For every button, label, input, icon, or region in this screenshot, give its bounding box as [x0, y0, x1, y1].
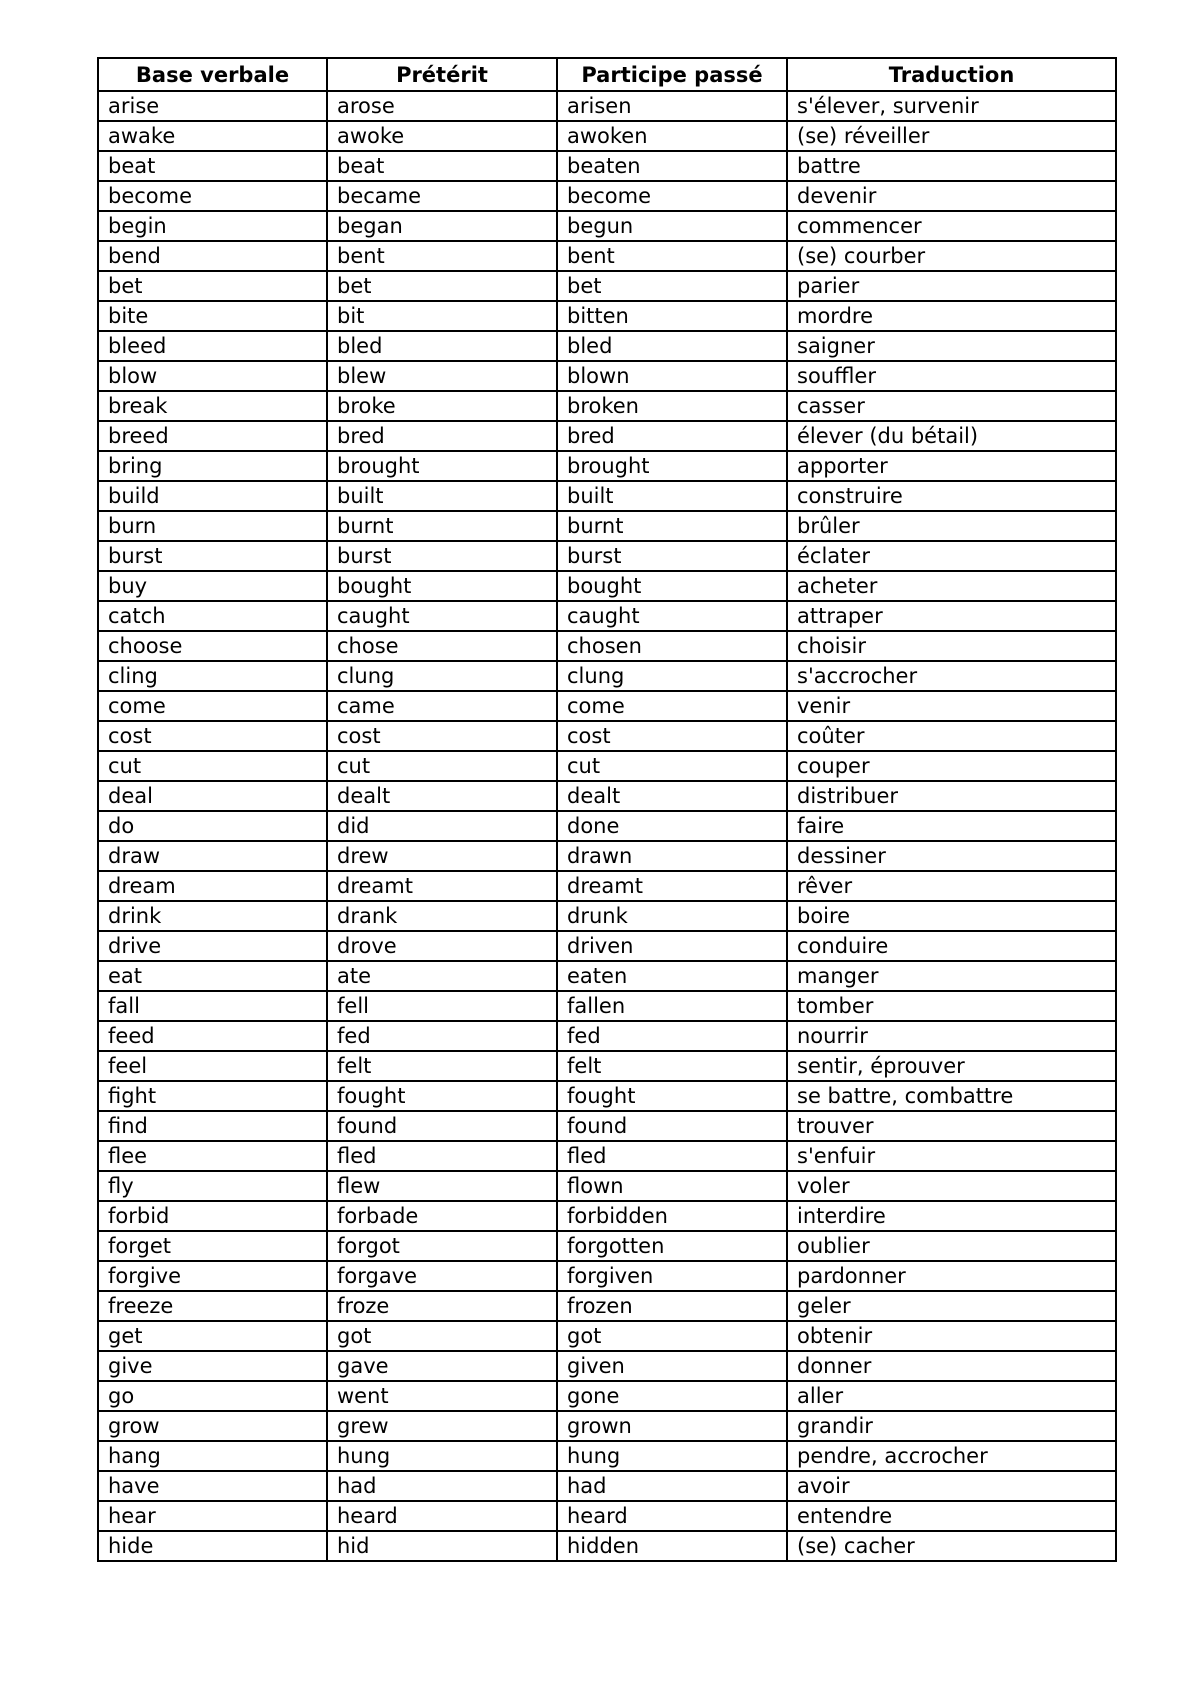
- table-row: [98, 1411, 1116, 1441]
- table-header: [98, 58, 1116, 91]
- cell-preterit: came: [327, 691, 557, 721]
- cell-traduction: pardonner: [787, 1261, 1116, 1291]
- cell-base-verbale: feel: [98, 1051, 327, 1081]
- cell-traduction: choisir: [787, 631, 1116, 661]
- cell-preterit: began: [327, 211, 557, 241]
- cell-traduction: boire: [787, 901, 1116, 931]
- cell-traduction: entendre: [787, 1501, 1116, 1531]
- cell-participe-passe: chosen: [557, 631, 787, 661]
- cell-traduction: saigner: [787, 331, 1116, 361]
- cell-base-verbale: buy: [98, 571, 327, 601]
- table-row: [98, 1051, 1116, 1081]
- cell-traduction: voler: [787, 1171, 1116, 1201]
- cell-participe-passe: bet: [557, 271, 787, 301]
- table-row: [98, 1501, 1116, 1531]
- table-row: [98, 1531, 1116, 1561]
- cell-participe-passe: dreamt: [557, 871, 787, 901]
- cell-traduction: venir: [787, 691, 1116, 721]
- cell-participe-passe: begun: [557, 211, 787, 241]
- cell-base-verbale: drive: [98, 931, 327, 961]
- cell-preterit: cut: [327, 751, 557, 781]
- cell-preterit: clung: [327, 661, 557, 691]
- cell-traduction: rêver: [787, 871, 1116, 901]
- cell-preterit: blew: [327, 361, 557, 391]
- cell-base-verbale: become: [98, 181, 327, 211]
- cell-participe-passe: clung: [557, 661, 787, 691]
- header-participe-passe: Participe passé: [557, 58, 787, 91]
- cell-traduction: distribuer: [787, 781, 1116, 811]
- cell-preterit: beat: [327, 151, 557, 181]
- table-row: [98, 781, 1116, 811]
- cell-traduction: aller: [787, 1381, 1116, 1411]
- cell-base-verbale: begin: [98, 211, 327, 241]
- cell-traduction: nourrir: [787, 1021, 1116, 1051]
- cell-participe-passe: cost: [557, 721, 787, 751]
- cell-traduction: souffler: [787, 361, 1116, 391]
- cell-participe-passe: arisen: [557, 91, 787, 121]
- cell-participe-passe: brought: [557, 451, 787, 481]
- cell-traduction: élever (du bétail): [787, 421, 1116, 451]
- cell-participe-passe: become: [557, 181, 787, 211]
- table-row: [98, 421, 1116, 451]
- cell-traduction: sentir, éprouver: [787, 1051, 1116, 1081]
- cell-base-verbale: fall: [98, 991, 327, 1021]
- cell-preterit: drank: [327, 901, 557, 931]
- table-row: [98, 961, 1116, 991]
- cell-preterit: drove: [327, 931, 557, 961]
- cell-participe-passe: come: [557, 691, 787, 721]
- cell-participe-passe: burnt: [557, 511, 787, 541]
- cell-preterit: dealt: [327, 781, 557, 811]
- cell-base-verbale: bend: [98, 241, 327, 271]
- cell-preterit: forgave: [327, 1261, 557, 1291]
- cell-base-verbale: bite: [98, 301, 327, 331]
- table-row: [98, 871, 1116, 901]
- cell-participe-passe: caught: [557, 601, 787, 631]
- cell-participe-passe: cut: [557, 751, 787, 781]
- cell-preterit: bet: [327, 271, 557, 301]
- cell-participe-passe: fought: [557, 1081, 787, 1111]
- cell-participe-passe: given: [557, 1351, 787, 1381]
- cell-preterit: fled: [327, 1141, 557, 1171]
- cell-preterit: hid: [327, 1531, 557, 1561]
- cell-participe-passe: bred: [557, 421, 787, 451]
- cell-participe-passe: broken: [557, 391, 787, 421]
- table-row: [98, 1111, 1116, 1141]
- cell-base-verbale: hide: [98, 1531, 327, 1561]
- table-row: [98, 1321, 1116, 1351]
- cell-preterit: drew: [327, 841, 557, 871]
- table-row: [98, 271, 1116, 301]
- cell-traduction: conduire: [787, 931, 1116, 961]
- cell-traduction: grandir: [787, 1411, 1116, 1441]
- cell-base-verbale: give: [98, 1351, 327, 1381]
- cell-participe-passe: forbidden: [557, 1201, 787, 1231]
- header-preterit: Prétérit: [327, 58, 557, 91]
- cell-preterit: became: [327, 181, 557, 211]
- cell-base-verbale: burst: [98, 541, 327, 571]
- table-row: [98, 151, 1116, 181]
- cell-participe-passe: bought: [557, 571, 787, 601]
- cell-participe-passe: found: [557, 1111, 787, 1141]
- cell-participe-passe: blown: [557, 361, 787, 391]
- table-row: [98, 1171, 1116, 1201]
- cell-base-verbale: draw: [98, 841, 327, 871]
- table-row: [98, 841, 1116, 871]
- cell-participe-passe: drunk: [557, 901, 787, 931]
- table-row: [98, 541, 1116, 571]
- cell-preterit: had: [327, 1471, 557, 1501]
- cell-preterit: chose: [327, 631, 557, 661]
- header-traduction: Traduction: [787, 58, 1116, 91]
- table-row: [98, 571, 1116, 601]
- cell-base-verbale: fly: [98, 1171, 327, 1201]
- cell-base-verbale: hear: [98, 1501, 327, 1531]
- cell-traduction: parier: [787, 271, 1116, 301]
- table-body: [98, 91, 1116, 1561]
- cell-preterit: heard: [327, 1501, 557, 1531]
- cell-participe-passe: done: [557, 811, 787, 841]
- cell-base-verbale: do: [98, 811, 327, 841]
- cell-base-verbale: burn: [98, 511, 327, 541]
- table-row: [98, 1141, 1116, 1171]
- cell-base-verbale: awake: [98, 121, 327, 151]
- header-row: [98, 58, 1116, 91]
- cell-base-verbale: catch: [98, 601, 327, 631]
- cell-preterit: arose: [327, 91, 557, 121]
- table-row: [98, 1231, 1116, 1261]
- cell-traduction: apporter: [787, 451, 1116, 481]
- cell-participe-passe: felt: [557, 1051, 787, 1081]
- table-row: [98, 931, 1116, 961]
- table-row: [98, 391, 1116, 421]
- table-row: [98, 811, 1116, 841]
- cell-participe-passe: drawn: [557, 841, 787, 871]
- cell-preterit: flew: [327, 1171, 557, 1201]
- cell-base-verbale: find: [98, 1111, 327, 1141]
- cell-participe-passe: beaten: [557, 151, 787, 181]
- cell-preterit: fought: [327, 1081, 557, 1111]
- cell-traduction: tomber: [787, 991, 1116, 1021]
- table-row: [98, 1261, 1116, 1291]
- cell-base-verbale: cling: [98, 661, 327, 691]
- cell-traduction: mordre: [787, 301, 1116, 331]
- cell-participe-passe: gone: [557, 1381, 787, 1411]
- cell-traduction: couper: [787, 751, 1116, 781]
- cell-base-verbale: bleed: [98, 331, 327, 361]
- table-row: [98, 211, 1116, 241]
- table-row: [98, 691, 1116, 721]
- cell-traduction: oublier: [787, 1231, 1116, 1261]
- table-row: [98, 661, 1116, 691]
- cell-base-verbale: cut: [98, 751, 327, 781]
- cell-preterit: bit: [327, 301, 557, 331]
- cell-traduction: avoir: [787, 1471, 1116, 1501]
- table-row: [98, 991, 1116, 1021]
- cell-base-verbale: forbid: [98, 1201, 327, 1231]
- cell-preterit: forgot: [327, 1231, 557, 1261]
- cell-traduction: battre: [787, 151, 1116, 181]
- cell-preterit: found: [327, 1111, 557, 1141]
- cell-participe-passe: hidden: [557, 1531, 787, 1561]
- cell-base-verbale: dream: [98, 871, 327, 901]
- table-row: [98, 121, 1116, 151]
- cell-preterit: bred: [327, 421, 557, 451]
- table-row: [98, 301, 1116, 331]
- cell-base-verbale: deal: [98, 781, 327, 811]
- cell-base-verbale: flee: [98, 1141, 327, 1171]
- cell-traduction: pendre, accrocher: [787, 1441, 1116, 1471]
- cell-traduction: devenir: [787, 181, 1116, 211]
- cell-base-verbale: drink: [98, 901, 327, 931]
- table-row: [98, 1381, 1116, 1411]
- cell-preterit: ate: [327, 961, 557, 991]
- cell-participe-passe: bled: [557, 331, 787, 361]
- table-row: [98, 1351, 1116, 1381]
- cell-base-verbale: bet: [98, 271, 327, 301]
- table-row: [98, 451, 1116, 481]
- cell-base-verbale: arise: [98, 91, 327, 121]
- cell-traduction: brûler: [787, 511, 1116, 541]
- cell-participe-passe: awoken: [557, 121, 787, 151]
- cell-traduction: éclater: [787, 541, 1116, 571]
- cell-base-verbale: forgive: [98, 1261, 327, 1291]
- cell-preterit: grew: [327, 1411, 557, 1441]
- cell-preterit: fed: [327, 1021, 557, 1051]
- cell-base-verbale: hang: [98, 1441, 327, 1471]
- cell-base-verbale: get: [98, 1321, 327, 1351]
- table-row: [98, 1081, 1116, 1111]
- cell-participe-passe: got: [557, 1321, 787, 1351]
- table-row: [98, 511, 1116, 541]
- cell-participe-passe: had: [557, 1471, 787, 1501]
- cell-base-verbale: bring: [98, 451, 327, 481]
- cell-preterit: did: [327, 811, 557, 841]
- cell-preterit: gave: [327, 1351, 557, 1381]
- cell-preterit: fell: [327, 991, 557, 1021]
- table-row: [98, 1021, 1116, 1051]
- cell-preterit: dreamt: [327, 871, 557, 901]
- cell-participe-passe: hung: [557, 1441, 787, 1471]
- table-row: [98, 181, 1116, 211]
- cell-base-verbale: choose: [98, 631, 327, 661]
- cell-participe-passe: forgiven: [557, 1261, 787, 1291]
- cell-participe-passe: burst: [557, 541, 787, 571]
- table-row: [98, 1201, 1116, 1231]
- cell-traduction: s'élever, survenir: [787, 91, 1116, 121]
- table-row: [98, 481, 1116, 511]
- cell-traduction: construire: [787, 481, 1116, 511]
- cell-preterit: broke: [327, 391, 557, 421]
- cell-traduction: s'accrocher: [787, 661, 1116, 691]
- cell-base-verbale: eat: [98, 961, 327, 991]
- cell-traduction: dessiner: [787, 841, 1116, 871]
- cell-base-verbale: blow: [98, 361, 327, 391]
- cell-base-verbale: breed: [98, 421, 327, 451]
- cell-participe-passe: dealt: [557, 781, 787, 811]
- cell-preterit: caught: [327, 601, 557, 631]
- cell-participe-passe: built: [557, 481, 787, 511]
- cell-traduction: donner: [787, 1351, 1116, 1381]
- cell-base-verbale: go: [98, 1381, 327, 1411]
- cell-traduction: coûter: [787, 721, 1116, 751]
- cell-traduction: se battre, combattre: [787, 1081, 1116, 1111]
- cell-base-verbale: feed: [98, 1021, 327, 1051]
- cell-traduction: interdire: [787, 1201, 1116, 1231]
- table-row: [98, 1291, 1116, 1321]
- cell-preterit: brought: [327, 451, 557, 481]
- cell-traduction: s'enfuir: [787, 1141, 1116, 1171]
- cell-traduction: obtenir: [787, 1321, 1116, 1351]
- cell-preterit: awoke: [327, 121, 557, 151]
- table-row: [98, 91, 1116, 121]
- cell-base-verbale: freeze: [98, 1291, 327, 1321]
- cell-participe-passe: eaten: [557, 961, 787, 991]
- cell-participe-passe: driven: [557, 931, 787, 961]
- cell-base-verbale: grow: [98, 1411, 327, 1441]
- table-row: [98, 901, 1116, 931]
- cell-preterit: froze: [327, 1291, 557, 1321]
- table-row: [98, 751, 1116, 781]
- header-base-verbale: Base verbale: [98, 58, 327, 91]
- cell-participe-passe: flown: [557, 1171, 787, 1201]
- table-row: [98, 241, 1116, 271]
- cell-participe-passe: fed: [557, 1021, 787, 1051]
- cell-preterit: went: [327, 1381, 557, 1411]
- cell-traduction: (se) réveiller: [787, 121, 1116, 151]
- cell-base-verbale: build: [98, 481, 327, 511]
- cell-participe-passe: bent: [557, 241, 787, 271]
- cell-traduction: trouver: [787, 1111, 1116, 1141]
- cell-participe-passe: frozen: [557, 1291, 787, 1321]
- table-row: [98, 631, 1116, 661]
- cell-preterit: cost: [327, 721, 557, 751]
- cell-preterit: felt: [327, 1051, 557, 1081]
- table-row: [98, 361, 1116, 391]
- irregular-verbs-table: [97, 57, 1117, 1562]
- cell-participe-passe: fled: [557, 1141, 787, 1171]
- cell-traduction: commencer: [787, 211, 1116, 241]
- cell-preterit: burnt: [327, 511, 557, 541]
- cell-traduction: acheter: [787, 571, 1116, 601]
- cell-preterit: bent: [327, 241, 557, 271]
- cell-traduction: faire: [787, 811, 1116, 841]
- cell-base-verbale: beat: [98, 151, 327, 181]
- cell-preterit: bled: [327, 331, 557, 361]
- cell-base-verbale: have: [98, 1471, 327, 1501]
- table-row: [98, 331, 1116, 361]
- cell-participe-passe: forgotten: [557, 1231, 787, 1261]
- cell-preterit: got: [327, 1321, 557, 1351]
- table-row: [98, 1441, 1116, 1471]
- cell-preterit: forbade: [327, 1201, 557, 1231]
- cell-base-verbale: break: [98, 391, 327, 421]
- table-row: [98, 721, 1116, 751]
- table-row: [98, 1471, 1116, 1501]
- cell-preterit: burst: [327, 541, 557, 571]
- cell-traduction: geler: [787, 1291, 1116, 1321]
- cell-traduction: attraper: [787, 601, 1116, 631]
- cell-traduction: (se) courber: [787, 241, 1116, 271]
- cell-participe-passe: grown: [557, 1411, 787, 1441]
- cell-participe-passe: bitten: [557, 301, 787, 331]
- cell-base-verbale: forget: [98, 1231, 327, 1261]
- cell-base-verbale: fight: [98, 1081, 327, 1111]
- cell-traduction: manger: [787, 961, 1116, 991]
- cell-base-verbale: come: [98, 691, 327, 721]
- table-row: [98, 601, 1116, 631]
- cell-traduction: casser: [787, 391, 1116, 421]
- cell-participe-passe: heard: [557, 1501, 787, 1531]
- cell-preterit: hung: [327, 1441, 557, 1471]
- cell-preterit: built: [327, 481, 557, 511]
- cell-preterit: bought: [327, 571, 557, 601]
- cell-participe-passe: fallen: [557, 991, 787, 1021]
- cell-traduction: (se) cacher: [787, 1531, 1116, 1561]
- cell-base-verbale: cost: [98, 721, 327, 751]
